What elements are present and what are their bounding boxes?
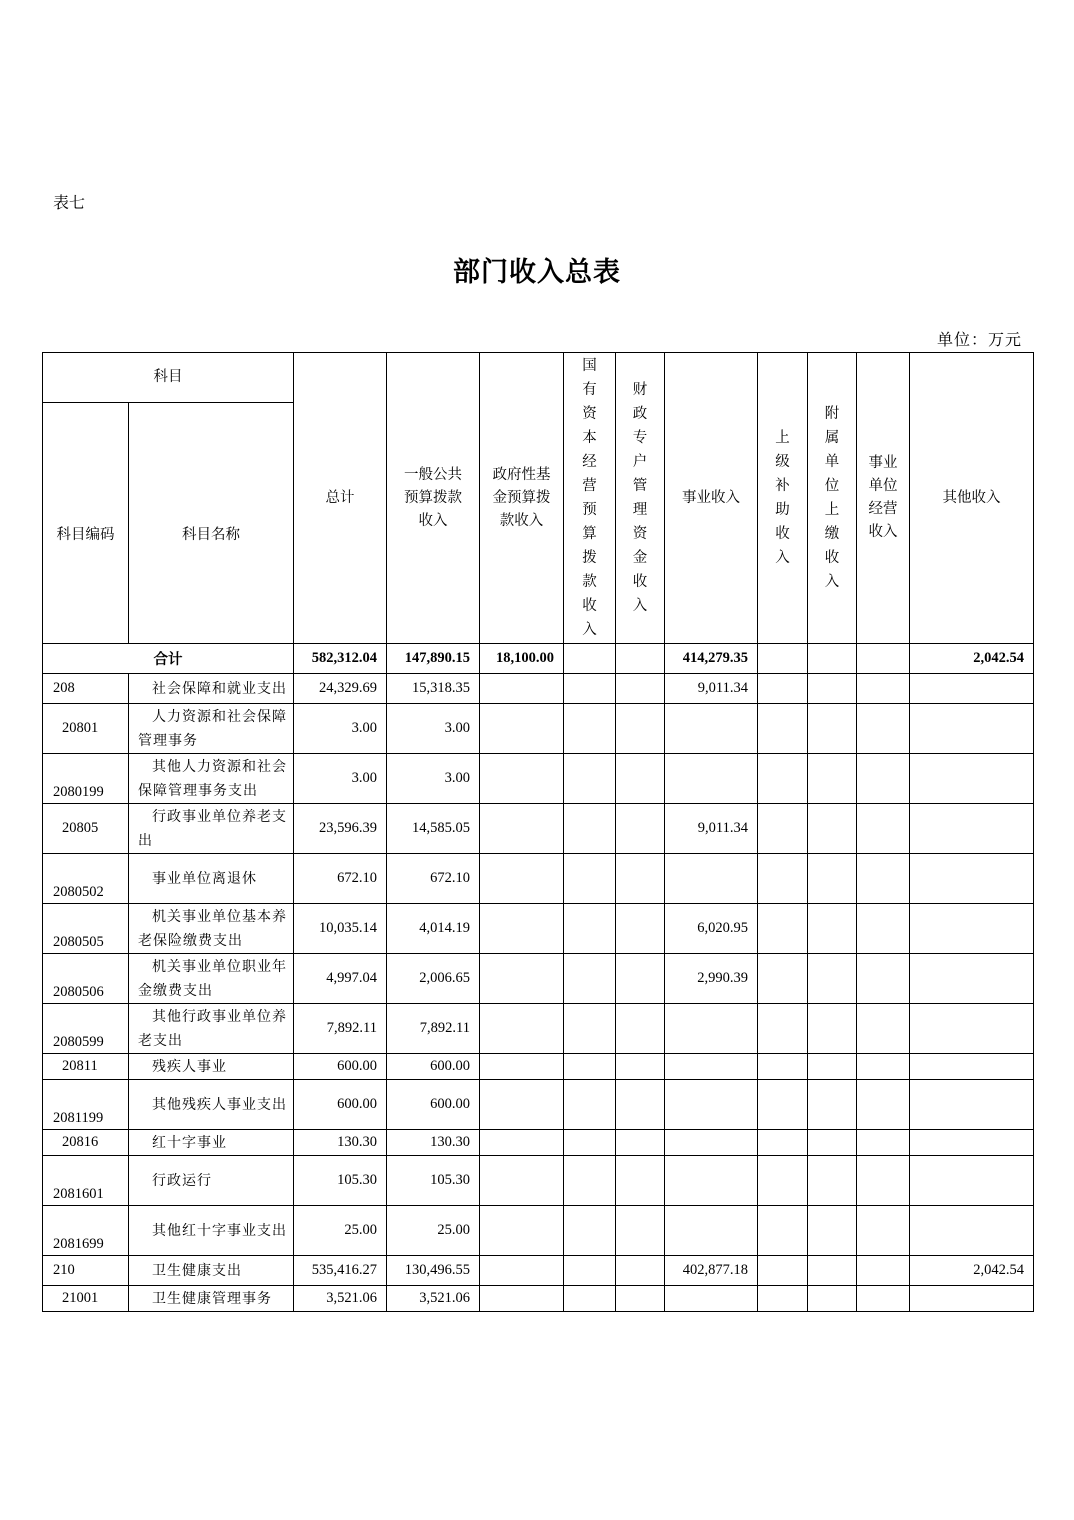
row-name: 卫生健康管理事务 [129, 1286, 294, 1312]
table-row [43, 1206, 1034, 1256]
row-general: 3.00 [387, 754, 480, 804]
row-business [665, 1130, 758, 1156]
row-business [665, 1206, 758, 1256]
total-sum: 582,312.04 [294, 644, 387, 674]
row-name: 其他红十字事业支出 [129, 1206, 294, 1256]
row-total: 600.00 [294, 1054, 387, 1080]
row-general: 672.10 [387, 854, 480, 904]
row-total: 105.30 [294, 1156, 387, 1206]
row-other [910, 754, 1034, 804]
row-general: 15,318.35 [387, 674, 480, 704]
row-other [910, 1206, 1034, 1256]
table-row [43, 1156, 1034, 1206]
header-fund: 政府性基金预算拨款收入 [480, 353, 564, 644]
row-total: 3.00 [294, 754, 387, 804]
table-row [43, 754, 1034, 804]
row-name: 其他残疾人事业支出 [129, 1080, 294, 1130]
row-business: 6,020.95 [665, 904, 758, 954]
row-general: 3,521.06 [387, 1286, 480, 1312]
row-other [910, 954, 1034, 1004]
row-code: 2081199 [43, 1080, 129, 1130]
row-total: 600.00 [294, 1080, 387, 1130]
row-general: 600.00 [387, 1080, 480, 1130]
row-code: 2081699 [43, 1206, 129, 1256]
row-code: 20811 [43, 1054, 129, 1080]
total-business: 414,279.35 [665, 644, 758, 674]
row-other [910, 704, 1034, 754]
row-general: 25.00 [387, 1206, 480, 1256]
header-other: 其他收入 [910, 353, 1034, 644]
table-row [43, 1130, 1034, 1156]
row-other [910, 1156, 1034, 1206]
row-total: 25.00 [294, 1206, 387, 1256]
row-business [665, 1080, 758, 1130]
row-code: 2080505 [43, 904, 129, 954]
row-code: 2080506 [43, 954, 129, 1004]
page-title: 部门收入总表 [453, 257, 621, 288]
row-general: 130,496.55 [387, 1256, 480, 1286]
row-code: 2081601 [43, 1156, 129, 1206]
row-code: 20816 [43, 1130, 129, 1156]
row-total: 3,521.06 [294, 1286, 387, 1312]
row-business [665, 1004, 758, 1054]
row-other [910, 804, 1034, 854]
row-other [910, 1004, 1034, 1054]
header-subject: 科目 [43, 353, 294, 403]
table-row [43, 674, 1034, 704]
row-code: 2080599 [43, 1004, 129, 1054]
row-general: 105.30 [387, 1156, 480, 1206]
row-total: 535,416.27 [294, 1256, 387, 1286]
row-total: 4,997.04 [294, 954, 387, 1004]
table-row [43, 1080, 1034, 1130]
row-name: 其他人力资源和社会保障管理事务支出 [129, 754, 294, 804]
row-name: 其他行政事业单位养老支出 [129, 1004, 294, 1054]
row-business [665, 1054, 758, 1080]
header-total: 总计 [294, 353, 387, 644]
row-general: 14,585.05 [387, 804, 480, 854]
row-name: 行政运行 [129, 1156, 294, 1206]
unit-label: 单位：万元 [936, 330, 1022, 349]
table-row [43, 1256, 1034, 1286]
header-special: 财政专户管理资金收入 [616, 353, 665, 644]
row-other: 2,042.54 [910, 1256, 1034, 1286]
row-business: 9,011.34 [665, 674, 758, 704]
row-total: 7,892.11 [294, 1004, 387, 1054]
row-total: 10,035.14 [294, 904, 387, 954]
row-business: 2,990.39 [665, 954, 758, 1004]
header-name: 科目名称 [129, 403, 294, 644]
row-total: 672.10 [294, 854, 387, 904]
row-business [665, 1286, 758, 1312]
table-row [43, 804, 1034, 854]
row-business: 402,877.18 [665, 1256, 758, 1286]
table-row [43, 904, 1034, 954]
row-name: 残疾人事业 [129, 1054, 294, 1080]
row-code: 20805 [43, 804, 129, 854]
row-code: 20801 [43, 704, 129, 754]
table-row [43, 1286, 1034, 1312]
total-general: 147,890.15 [387, 644, 480, 674]
total-other: 2,042.54 [910, 644, 1034, 674]
row-business: 9,011.34 [665, 804, 758, 854]
row-business [665, 1156, 758, 1206]
row-general: 600.00 [387, 1054, 480, 1080]
row-business [665, 754, 758, 804]
row-name: 机关事业单位基本养老保险缴费支出 [129, 904, 294, 954]
total-fund: 18,100.00 [480, 644, 564, 674]
row-other [910, 1080, 1034, 1130]
row-name: 卫生健康支出 [129, 1256, 294, 1286]
row-name: 社会保障和就业支出 [129, 674, 294, 704]
row-other [910, 674, 1034, 704]
row-code: 21001 [43, 1286, 129, 1312]
total-row [43, 644, 1034, 674]
row-general: 7,892.11 [387, 1004, 480, 1054]
header-affiliated: 附属单位上缴收入 [808, 353, 857, 644]
row-general: 130.30 [387, 1130, 480, 1156]
table-row [43, 1004, 1034, 1054]
row-other [910, 1286, 1034, 1312]
row-name: 红十字事业 [129, 1130, 294, 1156]
table-row [43, 704, 1034, 754]
header-code: 科目编码 [43, 403, 129, 644]
row-general: 2,006.65 [387, 954, 480, 1004]
row-other [910, 1054, 1034, 1080]
header-business: 事业收入 [665, 353, 758, 644]
row-total: 130.30 [294, 1130, 387, 1156]
row-general: 3.00 [387, 704, 480, 754]
row-name: 机关事业单位职业年金缴费支出 [129, 954, 294, 1004]
row-business [665, 854, 758, 904]
row-code: 2080502 [43, 854, 129, 904]
table-row [43, 854, 1034, 904]
row-other [910, 854, 1034, 904]
row-business [665, 704, 758, 754]
table-row [43, 954, 1034, 1004]
income-summary-table [42, 352, 1034, 1312]
row-name: 人力资源和社会保障管理事务 [129, 704, 294, 754]
total-label: 合计 [43, 644, 294, 674]
table-row [43, 1054, 1034, 1080]
header-operating: 事业单位经营收入 [857, 353, 910, 644]
row-general: 4,014.19 [387, 904, 480, 954]
row-total: 24,329.69 [294, 674, 387, 704]
table-label: 表七 [53, 193, 86, 212]
row-name: 事业单位离退休 [129, 854, 294, 904]
row-code: 2080199 [43, 754, 129, 804]
header-superior: 上级补助收入 [758, 353, 808, 644]
row-code: 208 [43, 674, 129, 704]
header-general: 一般公共预算拨款收入 [387, 353, 480, 644]
row-other [910, 904, 1034, 954]
row-total: 3.00 [294, 704, 387, 754]
header-state-capital: 国有资本经营预算拨款收入 [564, 353, 616, 644]
row-code: 210 [43, 1256, 129, 1286]
row-total: 23,596.39 [294, 804, 387, 854]
row-other [910, 1130, 1034, 1156]
row-name: 行政事业单位养老支出 [129, 804, 294, 854]
